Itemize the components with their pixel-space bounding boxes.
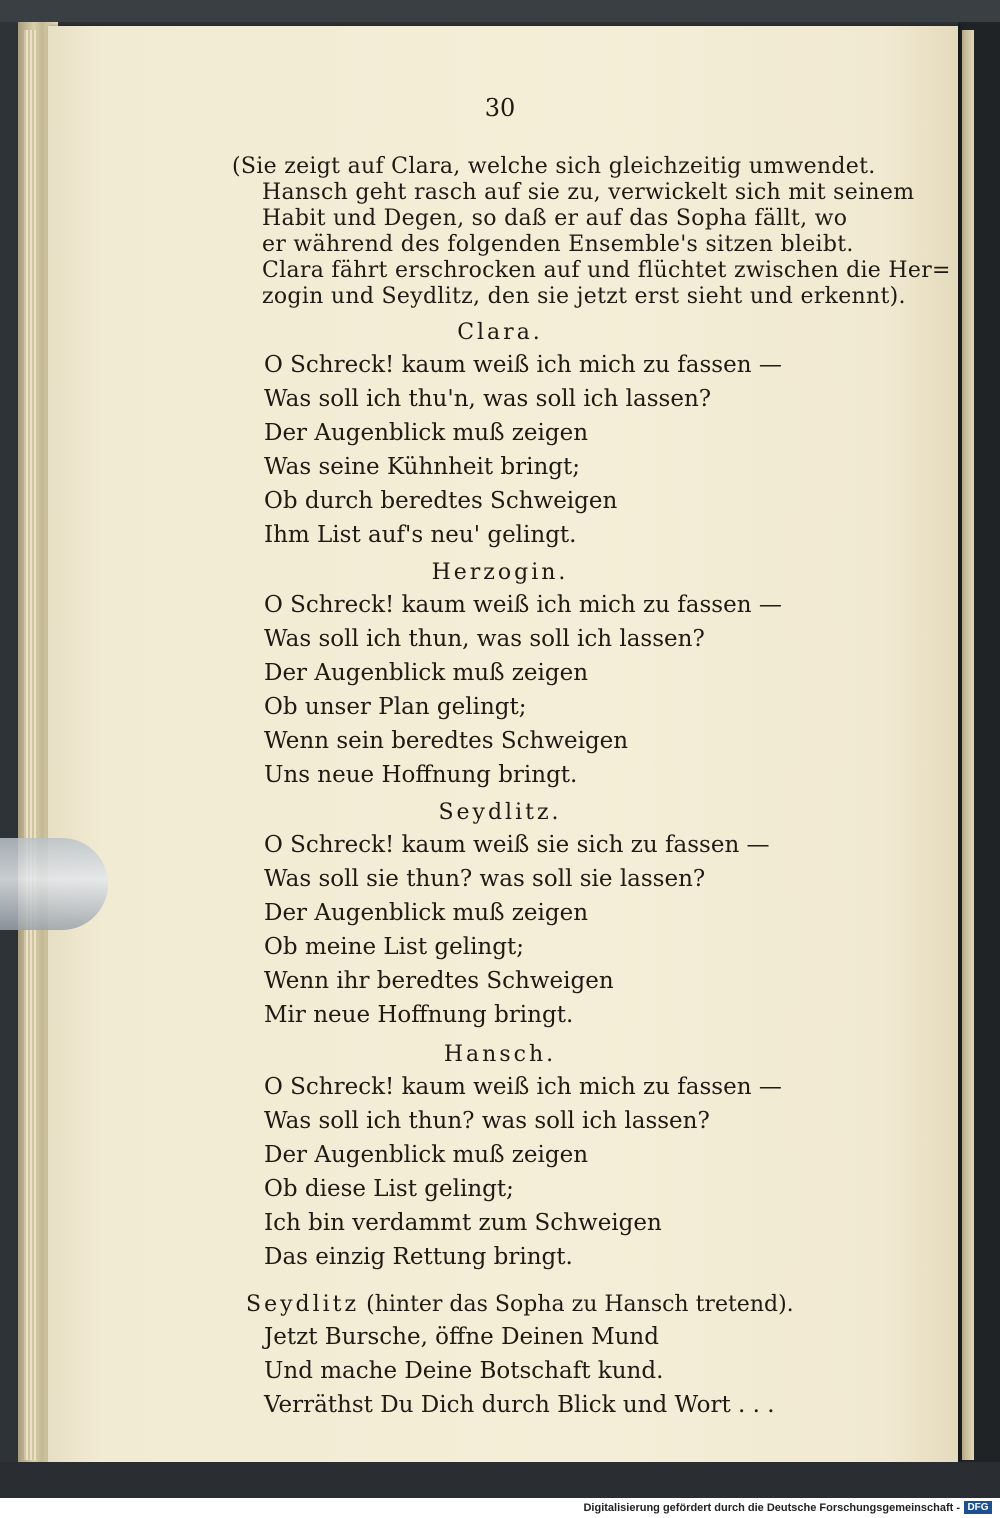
speaker-clara: Clara. bbox=[457, 320, 543, 345]
verse-line: Mir neue Hoffnung bringt. bbox=[264, 1002, 574, 1028]
verse-line: Was seine Kühnheit bringt; bbox=[264, 454, 581, 480]
verse-line: Wenn sein beredtes Schweigen bbox=[264, 728, 629, 754]
verse-line: Ob meine List gelingt; bbox=[264, 934, 524, 960]
verse-line: Ob unser Plan gelingt; bbox=[264, 694, 527, 720]
verse-line: Und mache Deine Botschaft kund. bbox=[264, 1358, 664, 1384]
final-speaker-line bbox=[246, 1292, 794, 1317]
verse-line: Ich bin verdammt zum Schweigen bbox=[264, 1210, 662, 1236]
stage-line: Habit und Degen, so daß er auf das Sopha fällt, wo bbox=[262, 206, 848, 231]
verse-line: Jetzt Bursche, öffne Deinen Mund bbox=[264, 1324, 659, 1350]
verse-line: Ob diese List gelingt; bbox=[264, 1176, 514, 1202]
next-page-edge bbox=[962, 30, 974, 1460]
speaker-hansch: Hansch. bbox=[443, 1042, 557, 1067]
verse-line: Der Augenblick muß zeigen bbox=[264, 420, 589, 446]
verse-line: Verräthst Du Dich durch Blick und Wort . . . bbox=[264, 1392, 775, 1418]
viewer-top-bar bbox=[0, 0, 1000, 22]
verse-line: Was soll ich thu'n, was soll ich lassen? bbox=[264, 386, 712, 412]
stage-line: (Sie zeigt auf Clara, welche sich gleichzeitig umwendet. bbox=[232, 154, 876, 179]
final-direction: (hinter das Sopha zu Hansch tretend). bbox=[366, 1292, 794, 1317]
verse-line: Der Augenblick muß zeigen bbox=[264, 900, 589, 926]
stage-line: Hansch geht rasch auf sie zu, verwickelt sich mit seinem bbox=[262, 180, 915, 205]
page-stack-edges bbox=[24, 30, 38, 1460]
stage-line: Clara fährt erschrocken auf und flüchtet zwischen die Her= bbox=[262, 258, 951, 283]
bookmark-clip bbox=[0, 838, 108, 930]
verse-line: Ob durch beredtes Schweigen bbox=[264, 488, 618, 514]
speaker-seydlitz: Seydlitz. bbox=[438, 800, 562, 825]
page-number: 30 bbox=[484, 94, 516, 122]
verse-line: Ihm List auf's neu' gelingt. bbox=[264, 522, 577, 548]
verse-line: Wenn ihr beredtes Schweigen bbox=[264, 968, 614, 994]
bottom-background bbox=[0, 1462, 1000, 1498]
verse-line: Der Augenblick muß zeigen bbox=[264, 1142, 589, 1168]
stage-line: zogin und Seydlitz, den sie jetzt erst sieht und erkennt). bbox=[262, 284, 906, 309]
footer-credit: Digitalisierung gefördert durch die Deutsche Forschungsgemeinschaft - bbox=[583, 1502, 960, 1514]
verse-line: Uns neue Hoffnung bringt. bbox=[264, 762, 578, 788]
final-speaker: Seydlitz bbox=[246, 1292, 360, 1317]
dfg-logo: DFG bbox=[964, 1501, 992, 1514]
verse-line: Was soll ich thun? was soll ich lassen? bbox=[264, 1108, 710, 1134]
verse-line: O Schreck! kaum weiß ich mich zu fassen — bbox=[264, 352, 782, 378]
verse-line: O Schreck! kaum weiß ich mich zu fassen — bbox=[264, 1074, 782, 1100]
verse-line: Der Augenblick muß zeigen bbox=[264, 660, 589, 686]
verse-line: O Schreck! kaum weiß sie sich zu fassen — bbox=[264, 832, 770, 858]
speaker-herzogin: Herzogin. bbox=[431, 560, 569, 585]
stage-line: er während des folgenden Ensemble's sitzen bleibt. bbox=[262, 232, 854, 257]
verse-line: Was soll ich thun, was soll ich lassen? bbox=[264, 626, 705, 652]
verse-line: Das einzig Rettung bringt. bbox=[264, 1244, 573, 1270]
verse-line: O Schreck! kaum weiß ich mich zu fassen — bbox=[264, 592, 782, 618]
verse-line: Was soll sie thun? was soll sie lassen? bbox=[264, 866, 706, 892]
